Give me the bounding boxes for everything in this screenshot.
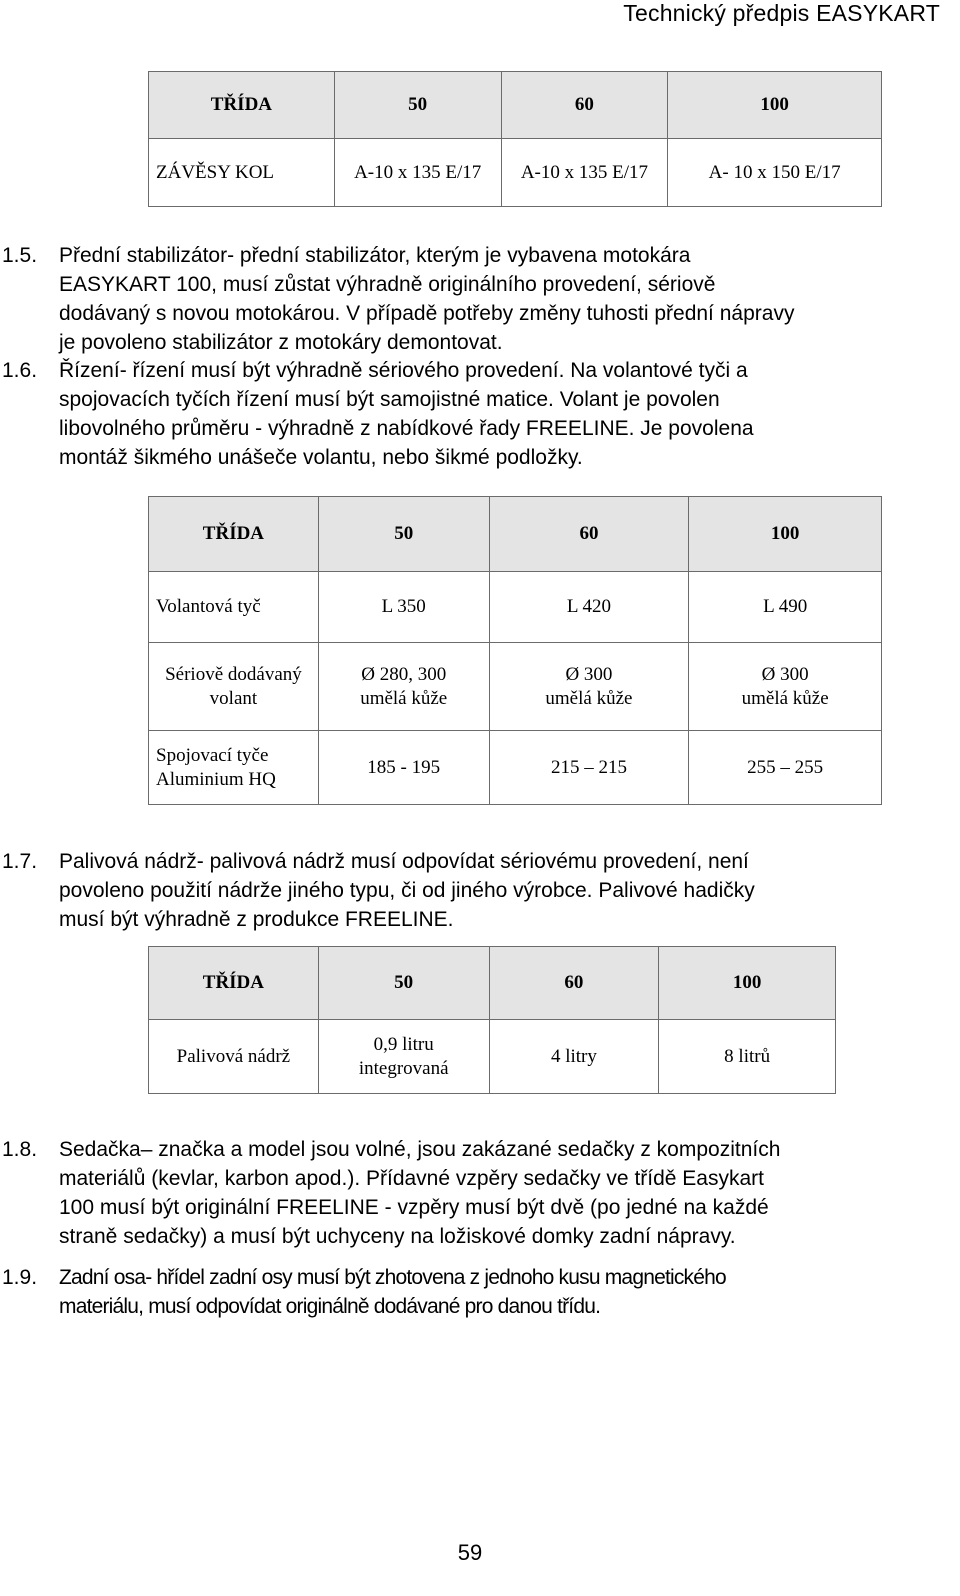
cell-line: integrovaná (358, 1057, 449, 1079)
section-text-line: materiálu, musí odpovídat originálně dodávané pro danou třídu. (59, 1295, 601, 1318)
section-text-line: povoleno použití nádrže jiného typu, či od jiného výrobce. Palivové hadičky (59, 879, 755, 902)
header-100: 100 (689, 497, 882, 572)
header-100: 100 (659, 947, 836, 1020)
section-number: 1.7. (2, 850, 38, 873)
table-row (149, 139, 882, 207)
cell-line: 0,9 litru (373, 1033, 434, 1055)
section-number: 1.9. (2, 1266, 38, 1289)
section-text-line: straně sedačky) a musí být uchyceny na ložiskové domky zadní nápravy. (59, 1225, 736, 1248)
row-label (149, 731, 319, 805)
cell-line: umělá kůže (360, 687, 448, 709)
section-text-line: Sedačka– značka a model jsou volné, jsou zakázané sedačky z kompozitních (59, 1138, 781, 1161)
section-text-line: Přední stabilizátor- přední stabilizátor, kterým je vybavena motokára (59, 244, 691, 267)
steering-table (148, 496, 882, 805)
section-text-line: dodávaný s novou motokárou. V případě potřeby změny tuhosti přední nápravy (59, 302, 795, 325)
table-header-row (149, 497, 882, 572)
section-text-line: Zadní osa- hřídel zadní osy musí být zhotovena z jednoho kusu magnetického (59, 1266, 726, 1289)
cell-line: Ø 280, 300 (361, 663, 447, 685)
header-50: 50 (334, 72, 501, 139)
section-text-line: Řízení- řízení musí být výhradně sériového provedení. Na volantové tyči a (59, 359, 748, 382)
table-header-row (149, 947, 836, 1020)
cell-50 (318, 643, 489, 731)
section-text-line: musí být výhradně z produkce FREELINE. (59, 908, 454, 931)
section-text-line: 100 musí být originální FREELINE - vzpěry musí být dvě (po jedné na každé (59, 1196, 769, 1219)
document-header: Technický předpis EASYKART (623, 0, 940, 26)
cell-60: 215 – 215 (489, 731, 689, 805)
section-text-line: spojovacích tyčích řízení musí být samojistné matice. Volant je povolen (59, 388, 720, 411)
cell-line: umělá kůže (545, 687, 633, 709)
section-number: 1.6. (2, 359, 38, 382)
header-60: 60 (501, 72, 668, 139)
section-text-line: montáž šikmého unášeče volantu, nebo šikmé podložky. (59, 446, 583, 469)
label-line: Sériově dodávaný (165, 663, 302, 685)
page-number: 59 (457, 1540, 483, 1565)
section-text-line: EASYKART 100, musí zůstat výhradně originálního provedení, sériově (59, 273, 716, 296)
row-label: Volantová tyč (149, 572, 319, 643)
cell-100: 255 – 255 (689, 731, 882, 805)
table-row (149, 572, 882, 643)
label-line: Spojovací tyče (156, 744, 269, 766)
cell-100: L 490 (689, 572, 882, 643)
section-number: 1.5. (2, 244, 38, 267)
section-text-line: Palivová nádrž- palivová nádrž musí odpovídat sériovému provedení, není (59, 850, 749, 873)
row-label: ZÁVĚSY KOL (149, 139, 335, 207)
cell-50: L 350 (318, 572, 489, 643)
cell-50 (318, 1020, 489, 1094)
header-60: 60 (489, 497, 689, 572)
header-50: 50 (318, 497, 489, 572)
cell-60: 4 litry (489, 1020, 659, 1094)
wheel-suspension-table (148, 71, 882, 207)
cell-50: A-10 x 135 E/17 (334, 139, 501, 207)
row-label: Palivová nádrž (149, 1020, 319, 1094)
section-text-line: je povoleno stabilizátor z motokáry demontovat. (59, 331, 503, 354)
table-row (149, 731, 882, 805)
cell-60 (489, 643, 689, 731)
table-row (149, 1020, 836, 1094)
section-text-line: materiálů (kevlar, karbon apod.). Přídavné vzpěry sedačky ve třídě Easykart (59, 1167, 764, 1190)
section-text-line: libovolného průměru - výhradně z nabídkové řady FREELINE. Je povolena (59, 417, 754, 440)
fuel-tank-table (148, 946, 836, 1094)
header-class: TŘÍDA (149, 497, 319, 572)
header-100: 100 (668, 72, 882, 139)
header-60: 60 (489, 947, 659, 1020)
header-class: TŘÍDA (149, 72, 335, 139)
section-number: 1.8. (2, 1138, 38, 1161)
table-row (149, 643, 882, 731)
cell-60: L 420 (489, 572, 689, 643)
header-class: TŘÍDA (149, 947, 319, 1020)
cell-line: umělá kůže (741, 687, 829, 709)
cell-line: Ø 300 (565, 663, 613, 685)
header-50: 50 (318, 947, 489, 1020)
row-label (149, 643, 319, 731)
cell-50: 185 - 195 (318, 731, 489, 805)
table-header-row (149, 72, 882, 139)
cell-100: 8 litrů (659, 1020, 836, 1094)
cell-100: A- 10 x 150 E/17 (668, 139, 882, 207)
cell-100 (689, 643, 882, 731)
label-line: volant (209, 687, 258, 709)
cell-60: A-10 x 135 E/17 (501, 139, 668, 207)
label-line: Aluminium HQ (156, 768, 276, 790)
cell-line: Ø 300 (761, 663, 809, 685)
